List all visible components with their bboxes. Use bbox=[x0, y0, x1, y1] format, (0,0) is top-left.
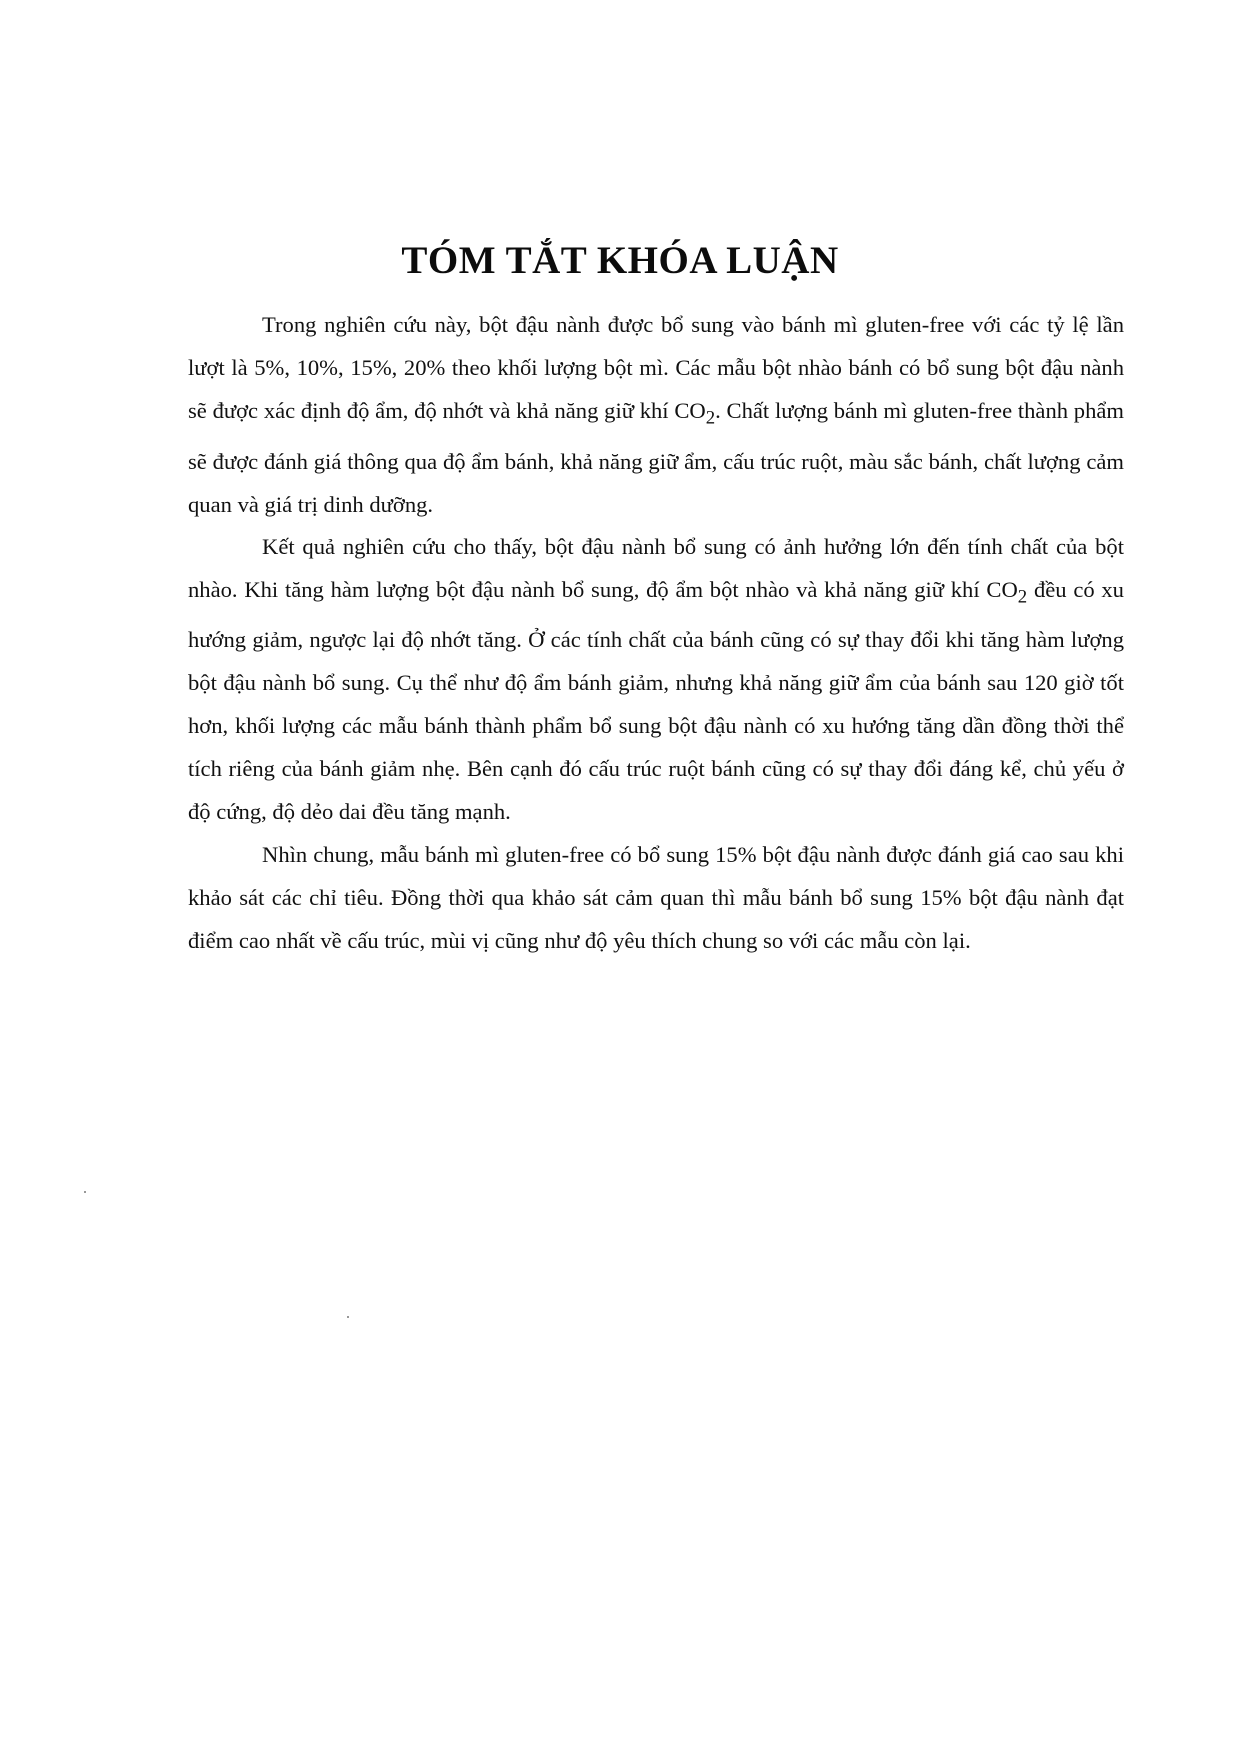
co2-subscript: 2 bbox=[1017, 586, 1028, 608]
page-title: TÓM TẮT KHÓA LUẬN bbox=[401, 239, 839, 282]
scan-speck bbox=[347, 1316, 349, 1318]
scan-speck bbox=[84, 1191, 86, 1193]
co2-subscript: 2 bbox=[705, 407, 716, 429]
paragraph-2-text-start: Kết quả nghiên cứu cho thấy, bột đậu nành bổ sung có ảnh hưởng lớn đến tính chất của bột nhào. Khi tăng hàm lượng bột đậu nành bổ sung, độ ẩm bột nhào và khả năng giữ khí CO bbox=[188, 533, 1124, 602]
abstract-paragraph-3 bbox=[188, 833, 1124, 962]
abstract-paragraph-1 bbox=[188, 303, 1124, 526]
abstract-paragraph-2 bbox=[188, 525, 1124, 834]
paragraph-1-text-start: Trong nghiên cứu này, bột đậu nành được bổ sung vào bánh mì gluten-free với các tỷ lệ lần lượt là 5%, 10%, 15%, 20% theo khối lượng bột mì. Các mẫu bột nhào bánh có bổ sung bột đậu nành sẽ được xác định độ ẩm, độ nhớt và khả năng giữ khí CO bbox=[188, 312, 1124, 423]
paragraph-2-text-end: đều có xu hướng giảm, ngược lại độ nhớt tăng. Ở các tính chất của bánh cũng có sự thay đổi khi tăng hàm lượng bột đậu nành bổ sung. Cụ thể như độ ẩm bánh giảm, nhưng khả năng giữ ẩm của bánh sau 120 giờ tốt hơn, khối lượng các mẫu bánh thành phẩm bổ sung bột đậu nành có xu hướng tăng dần đồng thời thể tích riêng của bánh giảm nhẹ. Bên cạnh đó cấu trúc ruột bánh cũng có sự thay đổi đáng kể, chủ yếu ở độ cứng, độ dẻo dai đều tăng mạnh. bbox=[188, 576, 1124, 825]
paragraph-3-text: Nhìn chung, mẫu bánh mì gluten-free có bổ sung 15% bột đậu nành được đánh giá cao sau khi khảo sát các chỉ tiêu. Đồng thời qua khảo sát cảm quan thì mẫu bánh bổ sung 15% bột đậu nành đạt điểm cao nhất về cấu trúc, mùi vị cũng như độ yêu thích chung so với các mẫu còn lại. bbox=[188, 842, 1124, 954]
abstract-body bbox=[188, 303, 1124, 962]
paragraph-1-text-end: . Chất lượng bánh mì gluten-free thành phẩm sẽ được đánh giá thông qua độ ẩm bánh, khả năng giữ ẩm, cấu trúc ruột, màu sắc bánh, chất lượng cảm quan và giá trị dinh dưỡng. bbox=[188, 398, 1124, 517]
